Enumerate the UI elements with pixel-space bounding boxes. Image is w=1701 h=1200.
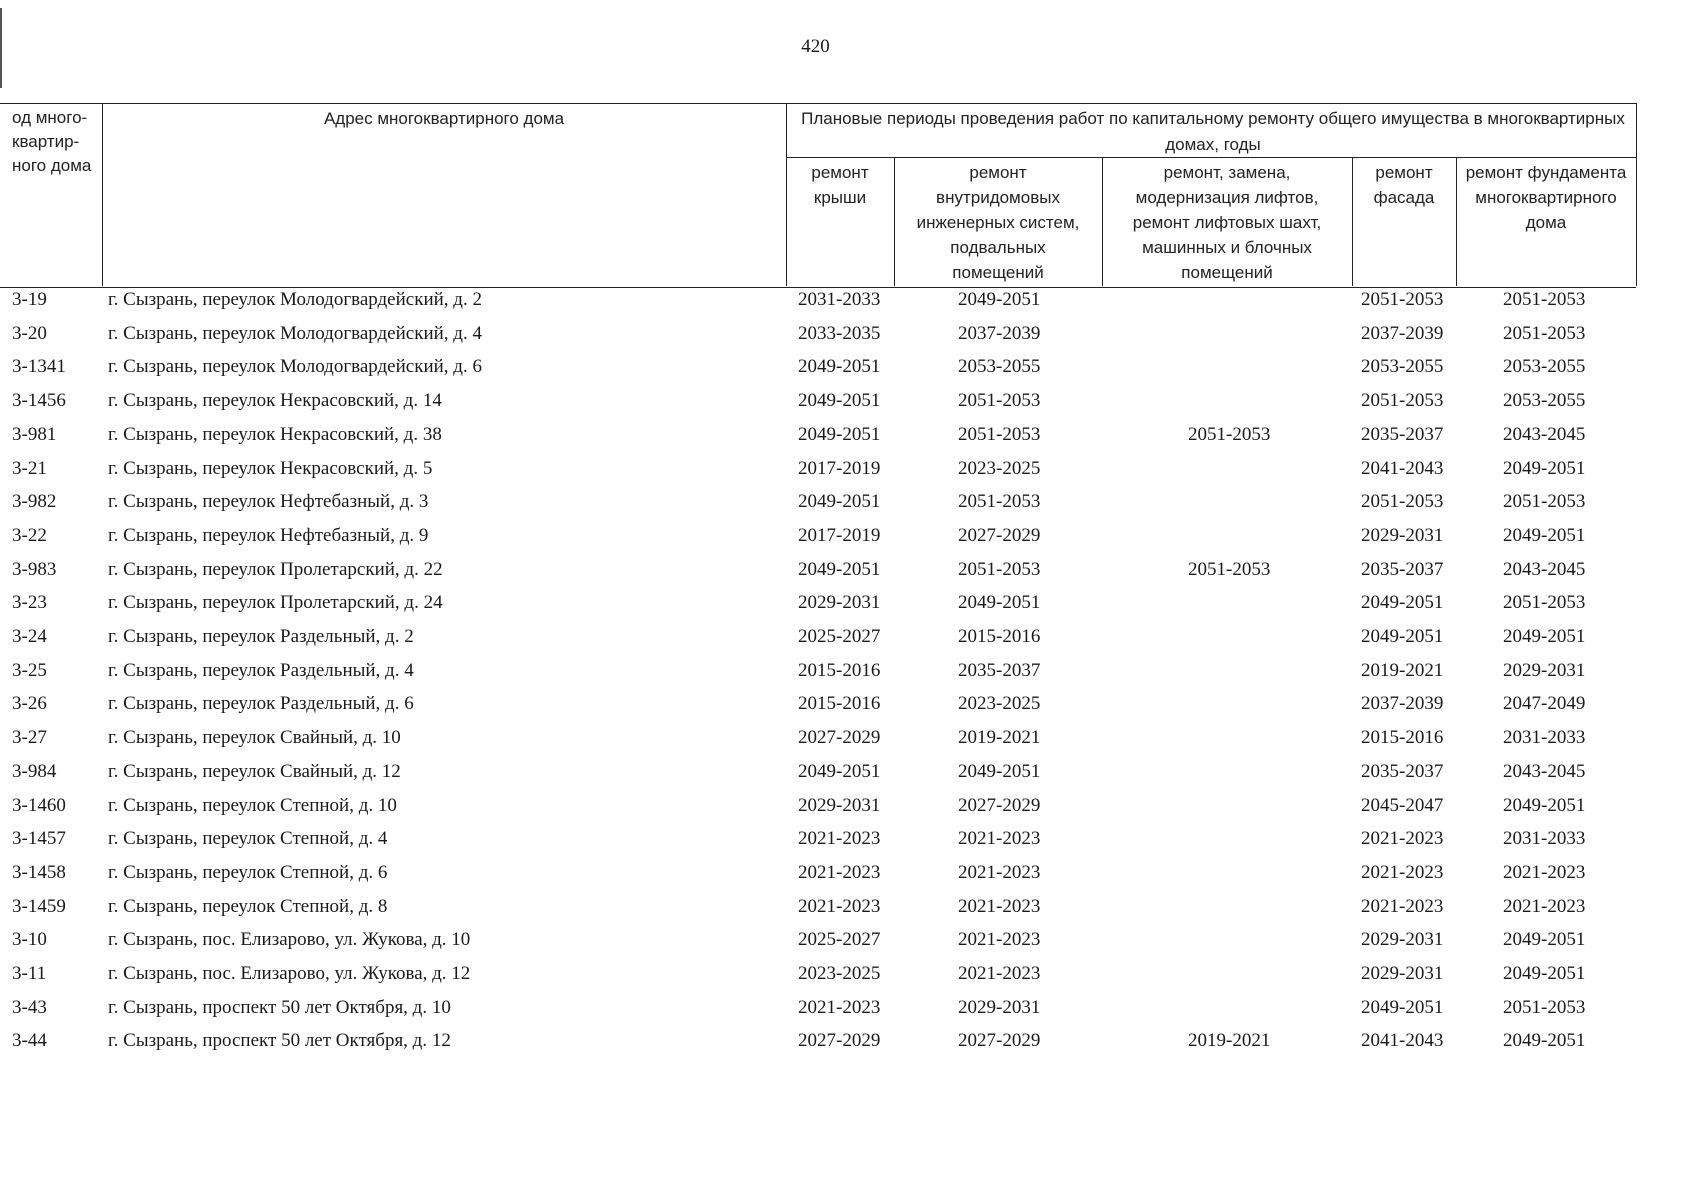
house-code-cell: 3-23 (12, 592, 47, 614)
roof-period-cell: 2049-2051 (798, 356, 881, 378)
table-row (0, 755, 1640, 788)
house-code-cell: 3-1459 (12, 895, 66, 917)
foundation-period-cell: 2029-2031 (1503, 659, 1586, 681)
facade-period-cell: 2029-2031 (1361, 929, 1444, 951)
engineering-period-cell: 2051-2053 (958, 390, 1041, 412)
engineering-period-cell: 2021-2023 (958, 828, 1041, 850)
table-row (0, 654, 1640, 687)
house-code-cell: 3-1341 (12, 356, 66, 378)
engineering-period-cell: 2051-2053 (958, 491, 1041, 513)
house-code-cell: 3-981 (12, 423, 57, 445)
foundation-period-cell: 2043-2045 (1503, 760, 1586, 782)
facade-period-cell: 2051-2053 (1361, 289, 1444, 310)
house-code-cell: 3-982 (12, 491, 57, 513)
foundation-period-cell: 2049-2051 (1503, 524, 1586, 546)
foundation-period-cell: 2049-2051 (1503, 626, 1586, 647)
foundation-period-cell: 2051-2053 (1503, 996, 1586, 1018)
table-row (0, 553, 1640, 586)
facade-period-cell: 2029-2031 (1361, 963, 1444, 984)
roof-period-cell: 2049-2051 (798, 760, 881, 782)
house-code-cell: 3-43 (12, 996, 47, 1018)
facade-period-cell: 2051-2053 (1361, 491, 1444, 513)
table-row (0, 485, 1640, 518)
foundation-period-cell: 2021-2023 (1503, 861, 1586, 883)
address-cell: г. Сызрань, переулок Некрасовский, д. 5 (108, 457, 433, 479)
house-code-cell: 3-11 (12, 963, 47, 984)
facade-period-cell: 2045-2047 (1361, 794, 1444, 816)
engineering-period-cell: 2029-2031 (958, 996, 1041, 1018)
foundation-period-cell: 2021-2023 (1503, 895, 1586, 917)
address-cell: г. Сызрань, переулок Раздельный, д. 6 (108, 693, 414, 715)
engineering-period-cell: 2021-2023 (958, 895, 1041, 917)
roof-period-cell: 2017-2019 (798, 457, 881, 479)
roof-period-cell: 2015-2016 (798, 659, 881, 681)
engineering-period-cell: 2051-2053 (958, 558, 1041, 580)
address-cell: г. Сызрань, переулок Раздельный, д. 4 (108, 659, 414, 681)
engineering-period-cell: 2021-2023 (958, 861, 1041, 883)
house-code-cell: 3-20 (12, 322, 47, 344)
header-engineering: ремонт внутридомовых инженерных систем, подвальных помещений (916, 163, 1080, 282)
roof-period-cell: 2049-2051 (798, 390, 881, 412)
page-number: 420 (801, 36, 830, 57)
house-code-cell: 3-25 (12, 659, 47, 681)
house-code-cell: 3-21 (12, 457, 47, 479)
house-code-cell: 3-24 (12, 626, 47, 647)
facade-period-cell: 2035-2037 (1361, 423, 1444, 445)
foundation-period-cell: 2051-2053 (1503, 592, 1586, 614)
header-lift: ремонт, замена, модернизация лифтов, ремонт лифтовых шахт, машинных и блочных помещений (1132, 163, 1322, 282)
lift-period-cell: 2051-2053 (1188, 423, 1271, 445)
lift-period-cell: 2019-2021 (1188, 1030, 1271, 1052)
header-foundation: ремонт фундамента многоквартирного дома (1465, 163, 1627, 232)
roof-period-cell: 2021-2023 (798, 895, 881, 917)
facade-period-cell: 2049-2051 (1361, 592, 1444, 614)
facade-period-cell: 2037-2039 (1361, 322, 1444, 344)
engineering-period-cell: 2027-2029 (958, 524, 1041, 546)
table-row (0, 317, 1640, 350)
foundation-period-cell: 2051-2053 (1503, 322, 1586, 344)
engineering-period-cell: 2049-2051 (958, 289, 1041, 310)
facade-period-cell: 2041-2043 (1361, 1030, 1444, 1052)
lift-period-cell: 2051-2053 (1188, 558, 1271, 580)
facade-period-cell: 2021-2023 (1361, 861, 1444, 883)
facade-period-cell: 2035-2037 (1361, 760, 1444, 782)
address-cell: г. Сызрань, проспект 50 лет Октября, д. 10 (108, 996, 451, 1018)
address-cell: г. Сызрань, переулок Раздельный, д. 2 (108, 626, 414, 647)
facade-period-cell: 2041-2043 (1361, 457, 1444, 479)
engineering-period-cell: 2051-2053 (958, 423, 1041, 445)
table-row (0, 283, 1640, 316)
engineering-period-cell: 2015-2016 (958, 626, 1041, 647)
house-code-cell: 3-983 (12, 558, 57, 580)
facade-period-cell: 2021-2023 (1361, 828, 1444, 850)
facade-period-cell: 2029-2031 (1361, 524, 1444, 546)
foundation-period-cell: 2049-2051 (1503, 1030, 1586, 1052)
foundation-period-cell: 2049-2051 (1503, 963, 1586, 984)
house-code-cell: 3-22 (12, 524, 47, 546)
engineering-period-cell: 2021-2023 (958, 929, 1041, 951)
table-row (0, 687, 1640, 720)
address-cell: г. Сызрань, переулок Молодогвардейский, д. 2 (108, 289, 482, 310)
table-row (0, 789, 1640, 822)
foundation-period-cell: 2051-2053 (1503, 289, 1586, 310)
house-code-cell: 3-1456 (12, 390, 66, 412)
engineering-period-cell: 2027-2029 (958, 1030, 1041, 1052)
foundation-period-cell: 2049-2051 (1503, 457, 1586, 479)
roof-period-cell: 2029-2031 (798, 592, 881, 614)
address-cell: г. Сызрань, переулок Нефтебазный, д. 3 (108, 491, 429, 513)
roof-period-cell: 2025-2027 (798, 929, 881, 951)
foundation-period-cell: 2043-2045 (1503, 558, 1586, 580)
table-row (0, 620, 1640, 653)
address-cell: г. Сызрань, переулок Степной, д. 4 (108, 828, 388, 850)
house-code-cell: 3-10 (12, 929, 47, 951)
facade-period-cell: 2019-2021 (1361, 659, 1444, 681)
roof-period-cell: 2015-2016 (798, 693, 881, 715)
facade-period-cell: 2049-2051 (1361, 626, 1444, 647)
engineering-period-cell: 2023-2025 (958, 693, 1041, 715)
engineering-period-cell: 2049-2051 (958, 592, 1041, 614)
foundation-period-cell: 2049-2051 (1503, 794, 1586, 816)
table-row (0, 519, 1640, 552)
engineering-period-cell: 2049-2051 (958, 760, 1041, 782)
roof-period-cell: 2049-2051 (798, 423, 881, 445)
address-cell: г. Сызрань, переулок Пролетарский, д. 22 (108, 558, 443, 580)
foundation-period-cell: 2031-2033 (1503, 727, 1586, 749)
table-row (0, 721, 1640, 754)
address-cell: г. Сызрань, проспект 50 лет Октября, д. 12 (108, 1030, 451, 1052)
address-cell: г. Сызрань, переулок Молодогвардейский, д. 6 (108, 356, 482, 378)
header-divider (1636, 103, 1637, 286)
house-code-cell: 3-44 (12, 1030, 47, 1052)
roof-period-cell: 2027-2029 (798, 1030, 881, 1052)
table-row (0, 452, 1640, 485)
foundation-period-cell: 2049-2051 (1503, 929, 1586, 951)
engineering-period-cell: 2021-2023 (958, 963, 1041, 984)
roof-period-cell: 2027-2029 (798, 727, 881, 749)
foundation-period-cell: 2043-2045 (1503, 423, 1586, 445)
table-row (0, 418, 1640, 451)
engineering-period-cell: 2027-2029 (958, 794, 1041, 816)
engineering-period-cell: 2023-2025 (958, 457, 1041, 479)
address-cell: г. Сызрань, переулок Свайный, д. 12 (108, 760, 401, 782)
roof-period-cell: 2021-2023 (798, 828, 881, 850)
header-roof: ремонт крыши (811, 163, 869, 207)
facade-period-cell: 2035-2037 (1361, 558, 1444, 580)
roof-period-cell: 2033-2035 (798, 322, 881, 344)
house-code-cell: 3-984 (12, 760, 57, 782)
roof-period-cell: 2031-2033 (798, 289, 881, 310)
roof-period-cell: 2021-2023 (798, 996, 881, 1018)
facade-period-cell: 2049-2051 (1361, 996, 1444, 1018)
facade-period-cell: 2037-2039 (1361, 693, 1444, 715)
table-row (0, 923, 1640, 956)
roof-period-cell: 2023-2025 (798, 963, 881, 984)
foundation-period-cell: 2053-2055 (1503, 356, 1586, 378)
address-cell: г. Сызрань, переулок Пролетарский, д. 24 (108, 592, 443, 614)
table-row (0, 890, 1640, 923)
facade-period-cell: 2015-2016 (1361, 727, 1444, 749)
address-cell: г. Сызрань, пос. Елизарово, ул. Жукова, д. 12 (108, 963, 471, 984)
address-cell: г. Сызрань, пос. Елизарово, ул. Жукова, д. 10 (108, 929, 471, 951)
roof-period-cell: 2025-2027 (798, 626, 881, 647)
table-row (0, 586, 1640, 619)
foundation-period-cell: 2031-2033 (1503, 828, 1586, 850)
table-row (0, 957, 1640, 990)
house-code-cell: 3-27 (12, 727, 47, 749)
address-cell: г. Сызрань, переулок Степной, д. 8 (108, 895, 388, 917)
address-cell: г. Сызрань, переулок Молодогвардейский, д. 4 (108, 322, 482, 344)
foundation-period-cell: 2051-2053 (1503, 491, 1586, 513)
table-row (0, 822, 1640, 855)
roof-period-cell: 2049-2051 (798, 491, 881, 513)
header-house-code: од много- квартир- ного дома (12, 108, 92, 175)
facade-period-cell: 2053-2055 (1361, 356, 1444, 378)
facade-period-cell: 2051-2053 (1361, 390, 1444, 412)
house-code-cell: 3-1457 (12, 828, 66, 850)
address-cell: г. Сызрань, переулок Свайный, д. 10 (108, 727, 401, 749)
house-code-cell: 3-1458 (12, 861, 66, 883)
address-cell: г. Сызрань, переулок Некрасовский, д. 14 (108, 390, 442, 412)
roof-period-cell: 2049-2051 (798, 558, 881, 580)
house-code-cell: 3-19 (12, 289, 47, 310)
roof-period-cell: 2021-2023 (798, 861, 881, 883)
roof-period-cell: 2029-2031 (798, 794, 881, 816)
house-code-cell: 3-1460 (12, 794, 66, 816)
foundation-period-cell: 2053-2055 (1503, 390, 1586, 412)
engineering-period-cell: 2035-2037 (958, 659, 1041, 681)
address-cell: г. Сызрань, переулок Степной, д. 10 (108, 794, 397, 816)
table-row (0, 1024, 1640, 1057)
facade-period-cell: 2021-2023 (1361, 895, 1444, 917)
roof-period-cell: 2017-2019 (798, 524, 881, 546)
address-cell: г. Сызрань, переулок Некрасовский, д. 38 (108, 423, 442, 445)
header-facade: ремонт фасада (1373, 163, 1435, 207)
address-cell: г. Сызрань, переулок Нефтебазный, д. 9 (108, 524, 429, 546)
address-cell: г. Сызрань, переулок Степной, д. 6 (108, 861, 388, 883)
table-row (0, 856, 1640, 889)
table-row (0, 991, 1640, 1024)
table-row (0, 384, 1640, 417)
engineering-period-cell: 2053-2055 (958, 356, 1041, 378)
table-row (0, 350, 1640, 383)
header-group-title: Плановые периоды проведения работ по капитальному ремонту общего имущества в многоквартирных домах, годы (801, 109, 1625, 154)
engineering-period-cell: 2019-2021 (958, 727, 1041, 749)
foundation-period-cell: 2047-2049 (1503, 693, 1586, 715)
house-code-cell: 3-26 (12, 693, 47, 715)
header-address: Адрес многоквартирного дома (323, 109, 565, 128)
engineering-period-cell: 2037-2039 (958, 322, 1041, 344)
